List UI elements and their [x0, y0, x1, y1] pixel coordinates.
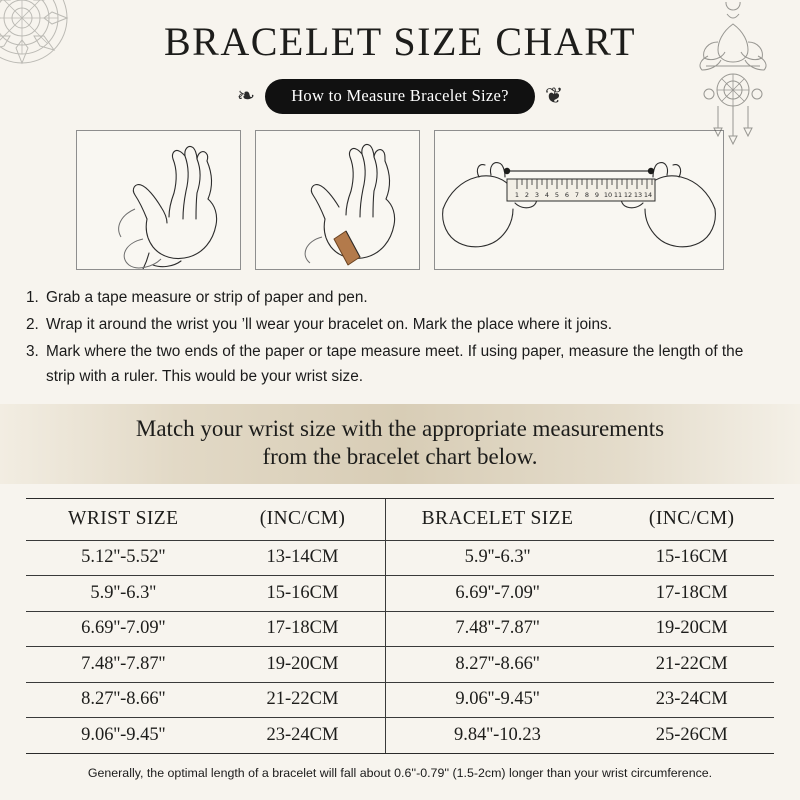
cell-bracelet-cm: 15-16CM: [609, 540, 774, 576]
size-table-wrapper: [26, 498, 774, 754]
flourish-right-icon: ❦: [544, 83, 564, 109]
cell-wrist-cm: 23-24CM: [220, 718, 385, 753]
svg-text:9: 9: [594, 191, 600, 199]
hand-paper-strip-icon: [256, 131, 419, 269]
subtitle-pill: How to Measure Bracelet Size?: [265, 79, 535, 114]
steps-list: [26, 286, 774, 390]
cell-wrist-size: 8.27''-8.66'': [26, 682, 220, 718]
cell-bracelet-cm: 21-22CM: [609, 647, 774, 683]
table-row: [26, 647, 774, 683]
cell-bracelet-cm: 25-26CM: [655, 724, 728, 745]
match-size-banner: [0, 404, 800, 484]
cell-bracelet-size: 5.9''-6.3'': [385, 540, 609, 576]
cell-bracelet-size: 9.84''-10.23: [454, 724, 541, 745]
cell-wrist-size: 5.9''-6.3'': [26, 576, 220, 612]
cell-wrist-cm: 17-18CM: [220, 611, 385, 647]
cell-wrist-cm: 13-14CM: [220, 540, 385, 576]
svg-text:12: 12: [623, 191, 633, 199]
svg-text:2: 2: [524, 191, 530, 199]
page-title: BRACELET SIZE CHART: [163, 19, 637, 64]
table-header-row: [26, 499, 774, 541]
hands-ruler-icon: [435, 131, 723, 269]
svg-text:1: 1: [514, 191, 520, 199]
illustration-hand-with-tape-measure-loop: [76, 130, 241, 270]
svg-text:4: 4: [544, 191, 550, 199]
step-number: 2.: [26, 315, 39, 333]
table-row: [26, 576, 774, 612]
hand-tape-measure-icon: [77, 131, 240, 269]
svg-text:10: 10: [603, 191, 613, 199]
step-text: Grab a tape measure or strip of paper and pen.: [46, 289, 368, 306]
banner-line-2: from the bracelet chart below.: [262, 443, 538, 469]
footnote: Generally, the optimal length of a bracelet will fall about 0.6''-0.79'' (1.5-2cm) longer than your wrist circumference.: [87, 765, 713, 780]
table-row: [26, 718, 774, 753]
cell-wrist-size: 9.06''-9.45'': [81, 724, 166, 745]
illustration-row: [0, 130, 800, 270]
cell-bracelet-cm: 23-24CM: [609, 682, 774, 718]
size-table: [26, 499, 774, 753]
table-header-bracelet-unit: (INC/CM): [609, 499, 774, 541]
table-header-wrist-unit: (INC/CM): [220, 499, 385, 541]
cell-bracelet-cm: 19-20CM: [609, 611, 774, 647]
table-header-wrist-size: WRIST SIZE: [26, 499, 220, 541]
cell-bracelet-size: 6.69''-7.09'': [385, 576, 609, 612]
step-item: [26, 340, 774, 390]
flourish-left-icon: ❧: [236, 83, 256, 109]
cell-wrist-cm: 19-20CM: [220, 647, 385, 683]
cell-wrist-size: 7.48''-7.87'': [26, 647, 220, 683]
step-number: 1.: [26, 289, 39, 306]
cell-wrist-size: 6.69''-7.09'': [26, 611, 220, 647]
banner-line-1: Match your wrist size with the appropriate measurements: [135, 415, 665, 441]
cell-wrist-cm: 21-22CM: [220, 682, 385, 718]
svg-text:5: 5: [554, 191, 560, 199]
step-text: Mark where the two ends of the paper or tape measure meet. If using paper, measure the length of the strip with a ruler. This would be your wrist size.: [46, 342, 744, 385]
svg-text:6: 6: [564, 191, 570, 199]
cell-wrist-cm: 15-16CM: [220, 576, 385, 612]
table-row: [26, 682, 774, 718]
svg-text:13: 13: [633, 191, 643, 199]
svg-text:8: 8: [584, 191, 590, 199]
cell-wrist-size: 5.12''-5.52'': [26, 540, 220, 576]
step-number: 3.: [26, 342, 39, 360]
illustration-hands-measuring-with-ruler: [434, 130, 724, 270]
table-header-bracelet-size: BRACELET SIZE: [385, 499, 609, 541]
cell-bracelet-size: 7.48''-7.87'': [385, 611, 609, 647]
step-item: [26, 313, 774, 338]
table-row: [26, 540, 774, 576]
cell-bracelet-size: 8.27''-8.66'': [385, 647, 609, 683]
svg-text:14: 14: [643, 191, 653, 199]
svg-text:7: 7: [574, 191, 580, 199]
illustration-hand-with-paper-strip: [255, 130, 420, 270]
svg-text:3: 3: [534, 191, 540, 199]
cell-bracelet-cm: 17-18CM: [609, 576, 774, 612]
step-text: Wrap it around the wrist you ’ll wear your bracelet on. Mark the place where it joins.: [46, 315, 613, 333]
cell-bracelet-size: 9.06''-9.45'': [385, 682, 609, 718]
svg-text:11: 11: [613, 191, 623, 199]
table-row: [26, 611, 774, 647]
subtitle-row: [0, 79, 800, 114]
step-item: [26, 286, 774, 311]
